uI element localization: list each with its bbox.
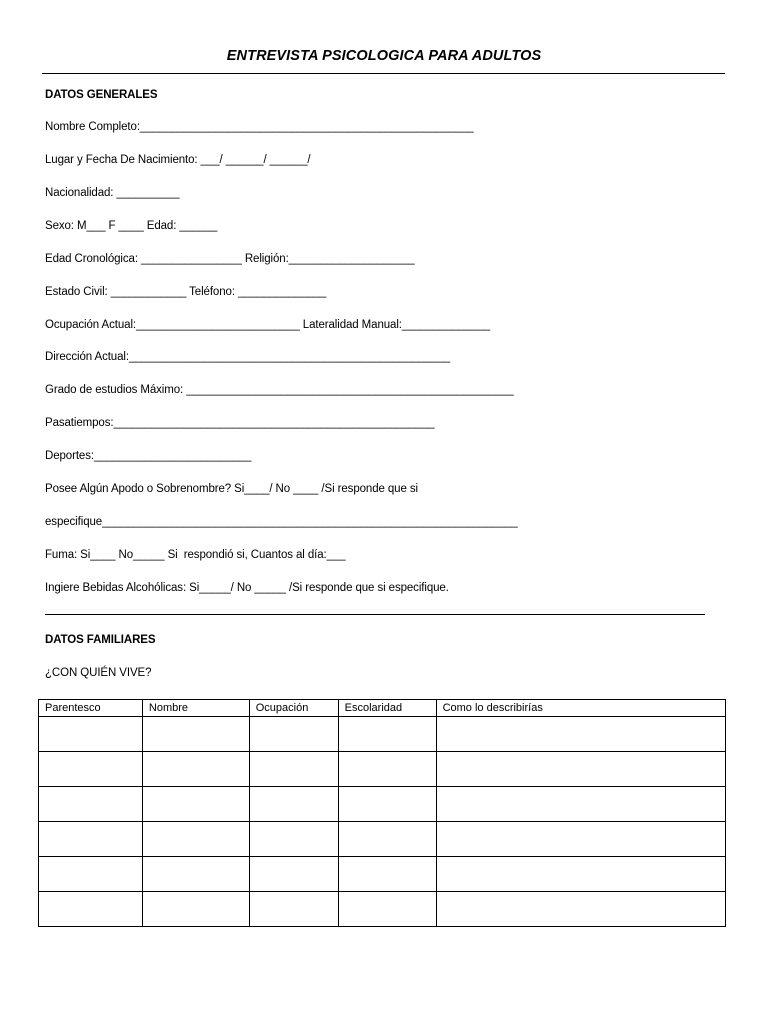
field-direccion-actual[interactable]: Dirección Actual:___________________________________________________ — [45, 351, 451, 363]
table-cell[interactable] — [142, 787, 249, 822]
column-header-nombre: Nombre — [142, 700, 249, 717]
table-cell[interactable] — [338, 857, 436, 892]
table-row — [39, 717, 726, 752]
column-header-como-lo-describirias: Como lo describirías — [436, 700, 725, 717]
column-header-escolaridad: Escolaridad — [338, 700, 436, 717]
bebidas-specify-line[interactable] — [45, 614, 705, 615]
table-cell[interactable] — [338, 787, 436, 822]
section-heading-datos-generales: DATOS GENERALES — [45, 89, 158, 101]
table-cell[interactable] — [436, 892, 725, 927]
field-deportes[interactable]: Deportes:_________________________ — [45, 450, 252, 462]
table-cell[interactable] — [39, 857, 143, 892]
field-nombre-completo[interactable]: Nombre Completo:_____________________________________________________ — [45, 121, 474, 133]
table-cell[interactable] — [436, 822, 725, 857]
table-cell[interactable] — [39, 892, 143, 927]
table-cell[interactable] — [249, 892, 338, 927]
table-cell[interactable] — [39, 787, 143, 822]
table-row — [39, 752, 726, 787]
subheading-con-quien-vive: ¿CON QUIÉN VIVE? — [45, 667, 152, 679]
table-header-row — [39, 700, 726, 717]
table-cell[interactable] — [249, 822, 338, 857]
table-row — [39, 822, 726, 857]
table-cell[interactable] — [249, 787, 338, 822]
field-sexo-edad[interactable]: Sexo: M___ F ____ Edad: ______ — [45, 220, 218, 232]
table-cell[interactable] — [142, 822, 249, 857]
field-bebidas-alcoholicas[interactable]: Ingiere Bebidas Alcohólicas: Si_____/ No _____ /Si responde que si especifique. — [45, 582, 449, 594]
table-cell[interactable] — [142, 717, 249, 752]
table-cell[interactable] — [338, 752, 436, 787]
field-apodo-especifique[interactable]: especifique__________________________________________________________________ — [45, 516, 518, 528]
field-apodo[interactable]: Posee Algún Apodo o Sobrenombre? Si____/ No ____ /Si responde que si — [45, 483, 418, 495]
table-cell[interactable] — [142, 857, 249, 892]
field-fuma[interactable]: Fuma: Si____ No_____ Si respondió si, Cuantos al día:___ — [45, 549, 346, 561]
section-heading-datos-familiares: DATOS FAMILIARES — [45, 634, 156, 646]
table-cell[interactable] — [436, 717, 725, 752]
column-header-parentesco: Parentesco — [39, 700, 143, 717]
table-cell[interactable] — [249, 752, 338, 787]
field-nacionalidad[interactable]: Nacionalidad: __________ — [45, 187, 180, 199]
column-header-ocupacion: Ocupación — [249, 700, 338, 717]
table-cell[interactable] — [436, 752, 725, 787]
document-title: ENTREVISTA PSICOLOGICA PARA ADULTOS — [226, 48, 542, 64]
table-cell[interactable] — [338, 822, 436, 857]
table-cell[interactable] — [142, 752, 249, 787]
table-row — [39, 787, 726, 822]
table-cell[interactable] — [436, 787, 725, 822]
field-grado-estudios[interactable]: Grado de estudios Máximo: ____________________________________________________ — [45, 384, 514, 396]
table-row — [39, 857, 726, 892]
field-estado-civil-telefono[interactable]: Estado Civil: ____________ Teléfono: ______________ — [45, 286, 327, 298]
table-row — [39, 892, 726, 927]
table-cell[interactable] — [249, 717, 338, 752]
title-underline — [42, 73, 725, 74]
table-cell[interactable] — [39, 822, 143, 857]
family-table — [38, 699, 726, 927]
table-cell[interactable] — [249, 857, 338, 892]
table-cell[interactable] — [436, 857, 725, 892]
field-lugar-fecha-nacimiento[interactable]: Lugar y Fecha De Nacimiento: ___/ ______/ ______/ — [45, 154, 311, 166]
field-edad-cronologica-religion[interactable]: Edad Cronológica: ________________ Religión:____________________ — [45, 253, 415, 265]
table-cell[interactable] — [39, 752, 143, 787]
field-ocupacion-lateralidad[interactable]: Ocupación Actual:__________________________ Lateralidad Manual:______________ — [45, 319, 491, 331]
table-cell[interactable] — [338, 717, 436, 752]
table-cell[interactable] — [338, 892, 436, 927]
table-cell[interactable] — [142, 892, 249, 927]
field-pasatiempos[interactable]: Pasatiempos:___________________________________________________ — [45, 417, 435, 429]
table-cell[interactable] — [39, 717, 143, 752]
